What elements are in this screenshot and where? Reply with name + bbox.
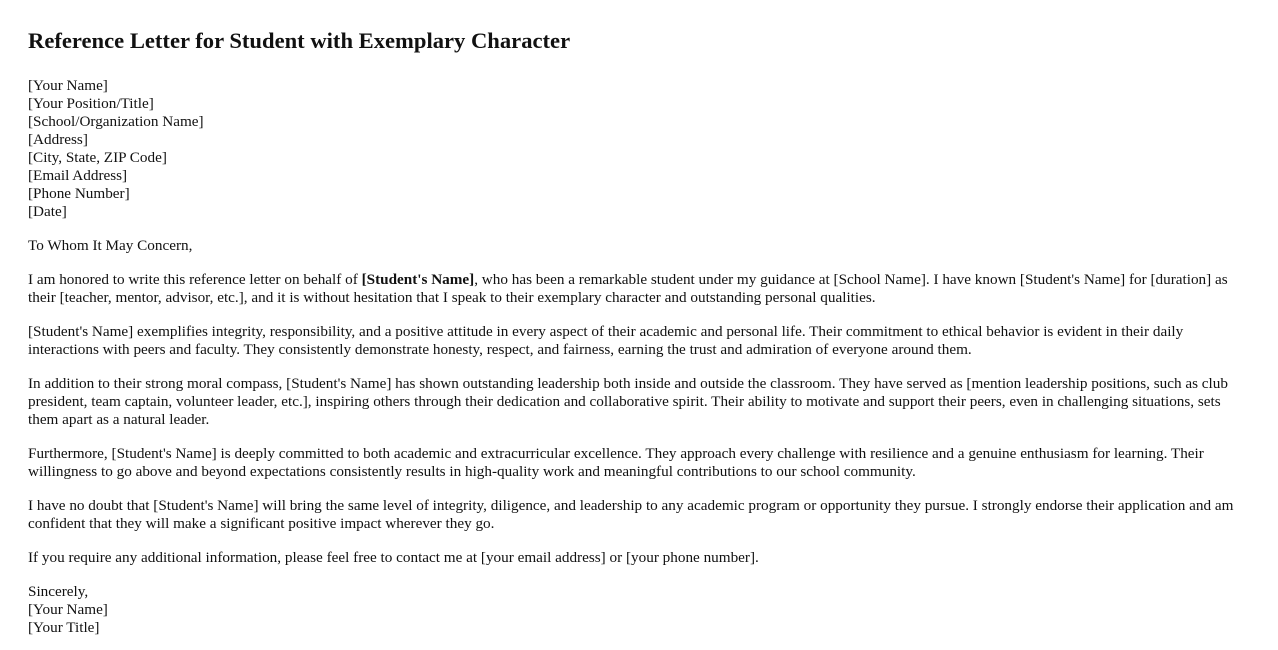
paragraph-intro-after: , who has been a remarkable student under my guidance at [School Name]. I have known [Student's Name] for [duration] as their [teacher, mentor, advisor, etc.], and it is without hesitation that I speak to their exemplary character and outstanding personal qualities. xyxy=(28,271,1228,306)
student-name-bold: [Student's Name] xyxy=(361,271,475,288)
sender-organization: [School/Organization Name] xyxy=(28,113,204,130)
paragraph-intro xyxy=(28,271,1250,307)
closing-block xyxy=(28,583,1250,637)
sender-address: [Address] xyxy=(28,131,88,148)
sender-email: [Email Address] xyxy=(28,167,128,184)
sender-city-state-zip: [City, State, ZIP Code] xyxy=(28,149,167,166)
salutation: To Whom It May Concern, xyxy=(28,237,193,254)
paragraph-intro-before: I am honored to write this reference letter on behalf of xyxy=(28,271,362,288)
closing-title: [Your Title] xyxy=(28,619,100,636)
closing-valediction: Sincerely, xyxy=(28,583,89,600)
paragraph-excellence: Furthermore, [Student's Name] is deeply committed to both academic and extracurricular excellence. They approach every challenge with resilience and a genuine enthusiasm for learning. Their willingness to go above and beyond expectations consistently results in high-quality work and meaningful contributions to our school community. xyxy=(28,445,1204,480)
page-title: Reference Letter for Student with Exemplary Character xyxy=(28,28,571,53)
sender-block xyxy=(28,77,1250,221)
paragraph-leadership: In addition to their strong moral compass, [Student's Name] has shown outstanding leadership both inside and outside the classroom. They have served as [mention leadership positions, such as club president, team captain, volunteer leader, etc.], inspiring others through their dedication and collaborative spirit. Their ability to motivate and support their peers, even in challenging situations, sets them apart as a natural leader. xyxy=(28,375,1228,428)
paragraph-endorsement: I have no doubt that [Student's Name] will bring the same level of integrity, diligence, and leadership to any academic program or opportunity they pursue. I strongly endorse their application and am confident that they will make a significant positive impact wherever they go. xyxy=(28,497,1234,532)
sender-position: [Your Position/Title] xyxy=(28,95,154,112)
sender-date: [Date] xyxy=(28,203,67,220)
sender-name: [Your Name] xyxy=(28,77,108,94)
sender-phone: [Phone Number] xyxy=(28,185,130,202)
paragraph-character: [Student's Name] exemplifies integrity, responsibility, and a positive attitude in every aspect of their academic and personal life. Their commitment to ethical behavior is evident in their daily interactions with peers and faculty. They consistently demonstrate honesty, respect, and fairness, earning the trust and admiration of everyone around them. xyxy=(28,323,1184,358)
closing-name: [Your Name] xyxy=(28,601,108,618)
paragraph-contact: If you require any additional information, please feel free to contact me at [your email address] or [your phone number]. xyxy=(28,549,759,566)
